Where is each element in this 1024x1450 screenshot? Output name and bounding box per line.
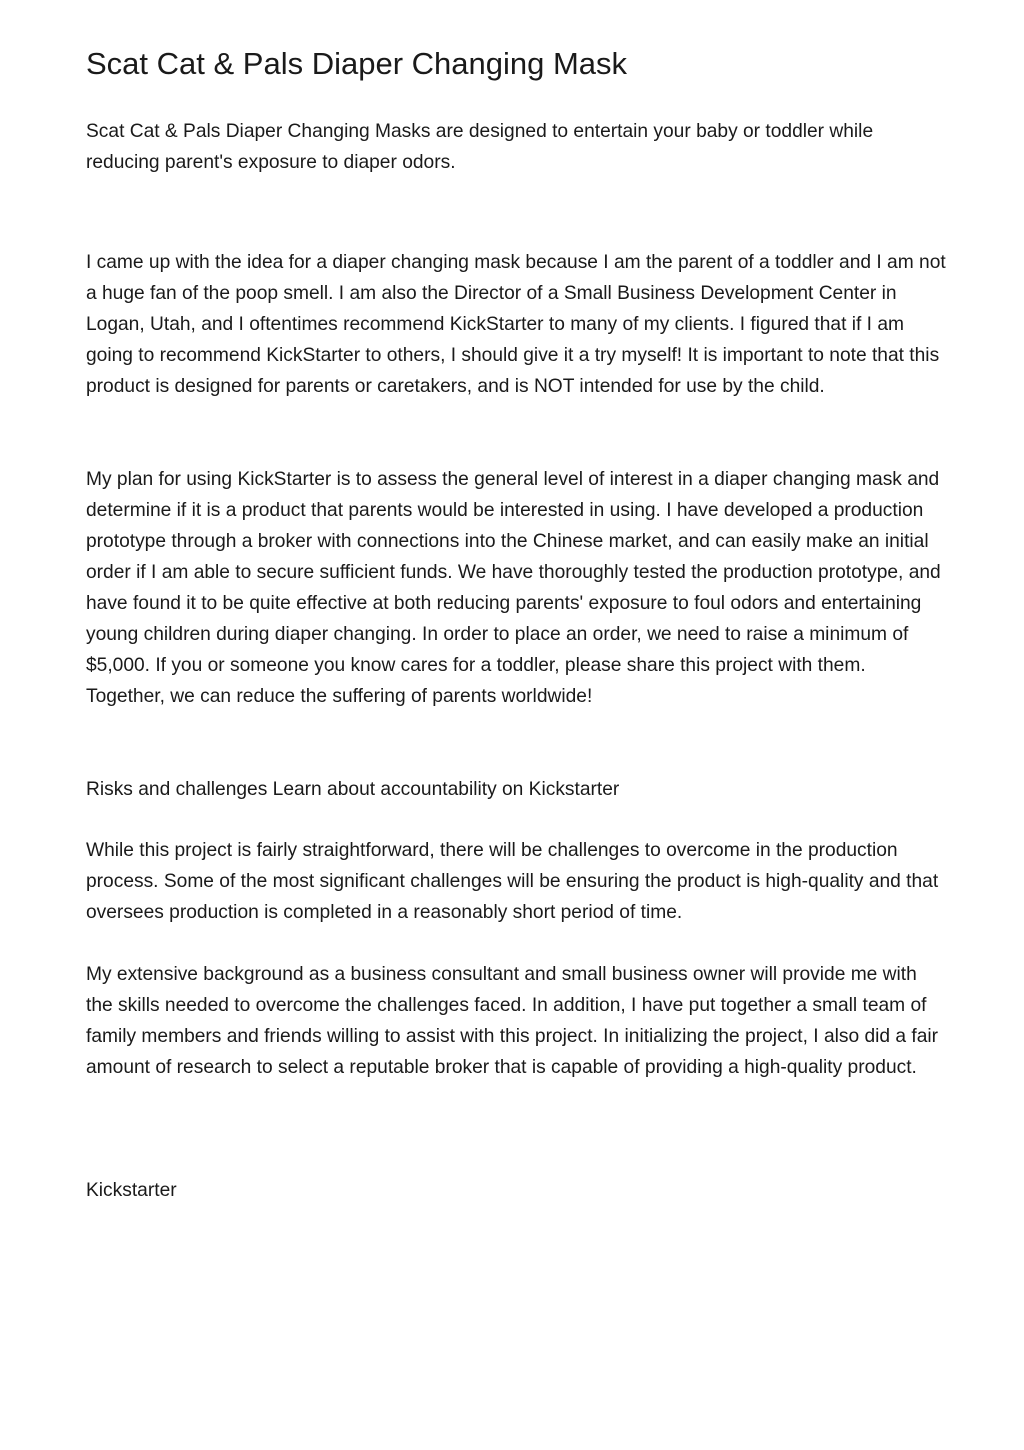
paragraph-plan: My plan for using KickStarter is to assess the general level of interest in a diaper changing mask and determine if it is a product that parents would be interested in using. I have developed a production prototype through a broker with connections into the Chinese market, and can easily make an initial order if I am able to secure sufficient funds. We have thoroughly tested the production prototype, and have found it to be quite effective at both reducing parents' exposure to foul odors and entertaining young children during diaper changing. In order to place an order, we need to raise a minimum of $5,000. If you or someone you know cares for a toddler, please share this project with them. Together, we can reduce the suffering of parents worldwide!: [86, 469, 941, 707]
paragraph-intro: Scat Cat & Pals Diaper Changing Masks are designed to entertain your baby or toddler while reducing parent's exposure to diaper odors.: [86, 121, 874, 173]
paragraph-idea: I came up with the idea for a diaper changing mask because I am the parent of a toddler and I am not a huge fan of the poop smell. I am also the Director of a Small Business Development Center in Logan, Utah, and I oftentimes recommend KickStarter to many of my clients. I figured that if I am going to recommend KickStarter to others, I should give it a try myself! It is important to note that this product is designed for parents or caretakers, and is NOT intended for use by the child.: [86, 252, 946, 397]
document-title: Scat Cat & Pals Diaper Changing Mask: [86, 46, 628, 81]
paragraph-footer-kickstarter: Kickstarter: [86, 1180, 177, 1201]
paragraph-background: My extensive background as a business consultant and small business owner will provide me with the skills needed to overcome the challenges faced. In addition, I have put together a small team of family members and friends willing to assist with this project. In initializing the project, I also did a fair amount of research to select a reputable broker that is capable of providing a high-quality product.: [86, 964, 939, 1078]
document-page: [86, 40, 948, 1201]
paragraph-risks-heading: Risks and challenges Learn about accountability on Kickstarter: [86, 779, 620, 800]
paragraph-challenges: While this project is fairly straightforward, there will be challenges to overcome in the production process. Some of the most significant challenges will be ensuring the product is high-quality and that oversees production is completed in a reasonably short period of time.: [86, 840, 939, 923]
